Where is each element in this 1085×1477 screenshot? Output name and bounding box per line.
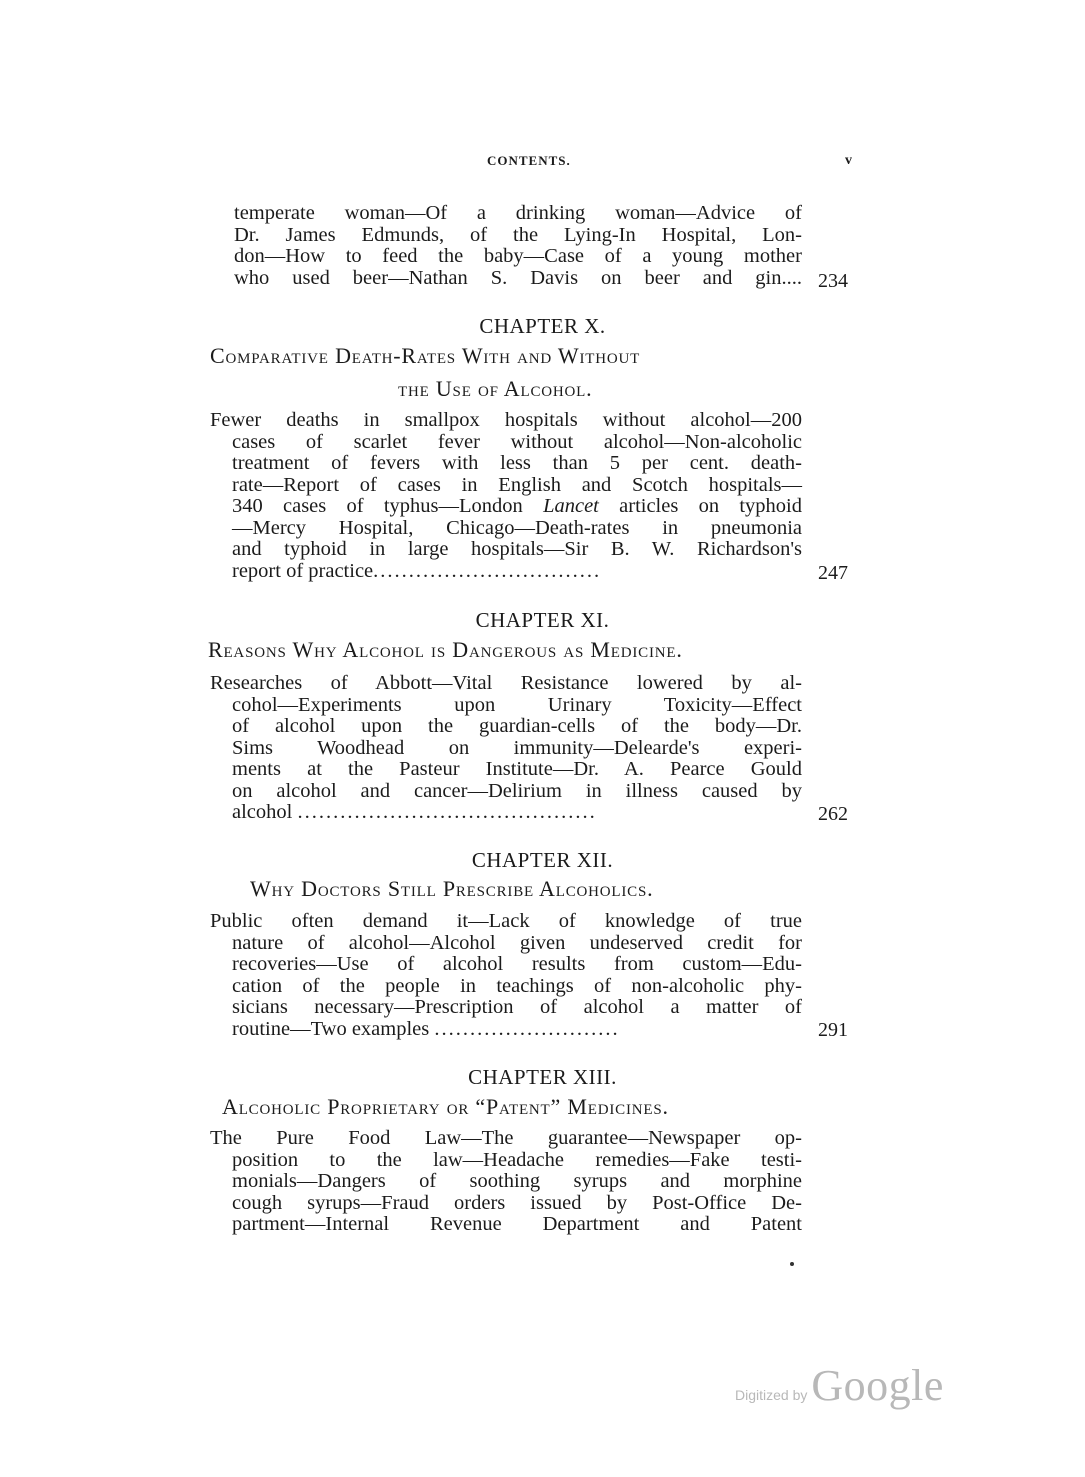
print-speck (790, 1262, 794, 1266)
italic-title-lancet: Lancet (543, 495, 599, 517)
entry-line: monials—Dangers of soothing syrups and morphine (232, 1170, 802, 1192)
entry-line-part: alcohol (232, 801, 293, 823)
page-number-247: 247 (818, 562, 848, 584)
page-number-262: 262 (818, 803, 848, 825)
continued-entry (210, 203, 802, 289)
chapter-xiii-title: Alcoholic Proprietary or “Patent” Medicines. (222, 1094, 669, 1119)
chapter-xiii-heading: CHAPTER XIII. (468, 1065, 617, 1089)
entry-line: temperate woman—Of a drinking woman—Advice of (234, 202, 802, 224)
entry-line-part: routine—Two examples (232, 1017, 430, 1040)
entry-line (210, 1019, 802, 1041)
chapter-xii-heading: CHAPTER XII. (471, 848, 614, 872)
digitized-by-google-watermark (735, 1360, 944, 1411)
watermark-prefix: Digitized by (735, 1387, 808, 1403)
entry-line: partment—Internal Revenue Department and Patent (232, 1213, 802, 1235)
chapter-x-title-line-2: the Use of Alcohol. (398, 376, 593, 401)
entry-line: nature of alcohol—Alcohol given undeserved credit for (232, 931, 802, 954)
entry-line-part: articles on typhoid (619, 495, 802, 517)
leader-dots: ................................ (373, 559, 602, 582)
running-header-page-number: v (845, 153, 853, 168)
chapter-xi-title: Reasons Why Alcohol is Dangerous as Medicine. (208, 637, 683, 662)
google-logo-text: Google (811, 1361, 944, 1410)
entry-line (210, 561, 802, 583)
chapter-xi-heading: CHAPTER XI. (475, 608, 610, 632)
entry-line: Fewer deaths in smallpox hospitals without alcohol—200 (210, 409, 802, 431)
entry-line: —Mercy Hospital, Chicago—Death-rates in pneumonia (232, 516, 802, 539)
entry-line (210, 802, 802, 824)
entry-line-part: report of practice (232, 559, 374, 582)
entry-line: cough syrups—Fraud orders issued by Post-Office De- (232, 1191, 802, 1214)
entry-line: and typhoid in large hospitals—Sir B. W. Richardson's (232, 538, 802, 560)
entry-line: recoveries—Use of alcohol results from custom—Edu- (232, 953, 802, 975)
chapter-xi-entry (210, 673, 802, 824)
entry-line: ments at the Pasteur Institute—Dr. A. Pearce Gould (232, 758, 802, 780)
entry-line: position to the law—Headache remedies—Fake testi- (232, 1148, 802, 1171)
chapter-xii-title: Why Doctors Still Prescribe Alcoholics. (250, 876, 654, 901)
entry-line: Sims Woodhead on immunity—Delearde's experi- (232, 736, 802, 759)
entry-line: of alcohol upon the guardian-cells of the body—Dr. (232, 715, 802, 737)
entry-line: cohol—Experiments upon Urinary Toxicity—Effect (232, 693, 802, 716)
entry-line: cation of the people in teachings of non-alcoholic phy- (232, 974, 802, 997)
entry-line: on alcohol and cancer—Delirium in illness caused by (232, 779, 802, 802)
entry-line: rate—Report of cases in English and Scotch hospitals— (232, 473, 802, 496)
page-number-291: 291 (818, 1019, 848, 1041)
leader-dots: .......................................... (297, 801, 597, 823)
chapter-xii-entry (210, 911, 802, 1040)
chapter-x-entry (210, 410, 802, 582)
entry-line: Dr. James Edmunds, of the Lying-In Hospital, Lon- (234, 223, 802, 246)
entry-line: who used beer—Nathan S. Davis on beer and gin.... (234, 266, 802, 289)
page-number-234: 234 (818, 270, 848, 292)
entry-line: treatment of fevers with less than 5 per cent. death- (232, 452, 802, 474)
chapter-xiii-entry (210, 1128, 802, 1236)
entry-line: don—How to feed the baby—Case of a young mother (234, 245, 802, 267)
chapter-x-heading: CHAPTER X. (479, 314, 606, 338)
leader-dots: .......................... (434, 1017, 620, 1040)
entry-line: Researches of Abbott—Vital Resistance lowered by al- (210, 672, 802, 694)
entry-line: The Pure Food Law—The guarantee—Newspaper op- (210, 1127, 802, 1149)
entry-line (210, 496, 802, 518)
entry-line: sicians necessary—Prescription of alcohol a matter of (232, 996, 802, 1018)
entry-line-part: 340 cases of typhus—London (232, 495, 523, 517)
entry-line: Public often demand it—Lack of knowledge of true (210, 910, 802, 932)
chapter-x-title-line-1: Comparative Death-Rates With and Without (210, 343, 641, 368)
running-header-title: CONTENTS. (487, 153, 571, 168)
entry-line: cases of scarlet fever without alcohol—Non-alcoholic (232, 430, 802, 453)
